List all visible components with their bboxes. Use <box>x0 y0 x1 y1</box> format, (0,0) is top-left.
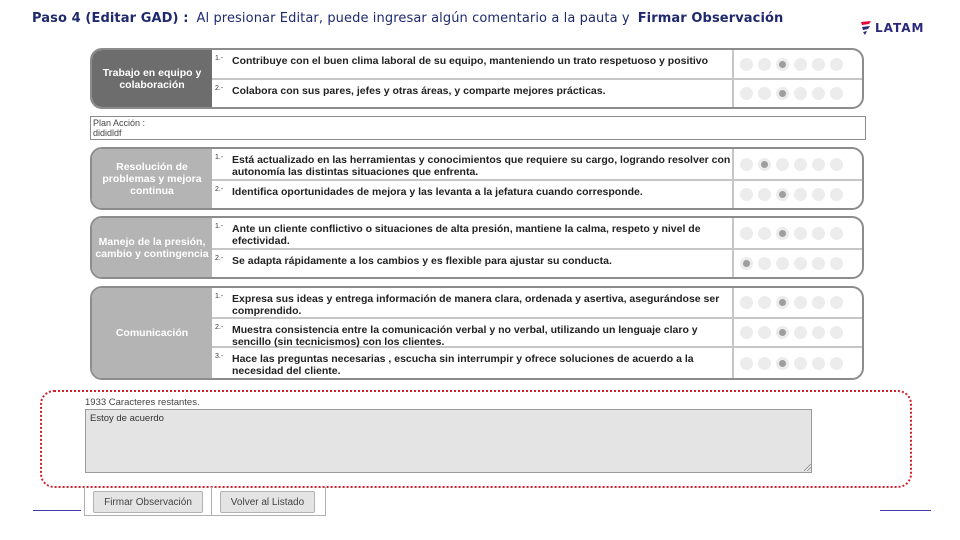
button-divider <box>211 487 212 516</box>
latam-logo-text: LATAM <box>875 21 925 35</box>
rating-radio-3[interactable] <box>776 257 789 270</box>
rating-radio-2[interactable] <box>758 87 771 100</box>
competency-group-teamwork <box>90 48 864 109</box>
rating-radio-2[interactable] <box>758 326 771 339</box>
rating-radio-3[interactable] <box>776 227 789 240</box>
rating-radio-4[interactable] <box>794 58 807 71</box>
footer-line-left <box>33 510 81 511</box>
rating-radio-3[interactable] <box>776 357 789 370</box>
rating-radio-1[interactable] <box>740 58 753 71</box>
step-instruction: Al presionar Editar, puede ingresar algún comentario a la pauta y <box>196 11 630 26</box>
criterion-row <box>212 181 862 208</box>
rating-radio-4[interactable] <box>794 227 807 240</box>
group-title: Trabajo en equipo y colaboración <box>92 50 212 107</box>
step-action: Firmar Observación <box>637 11 784 26</box>
latam-logo <box>860 19 924 37</box>
rating-radios <box>732 50 862 78</box>
rating-radio-4[interactable] <box>794 87 807 100</box>
rating-radio-6[interactable] <box>830 296 843 309</box>
rating-radio-1[interactable] <box>740 296 753 309</box>
criterion-row <box>212 348 862 378</box>
rating-radio-4[interactable] <box>794 296 807 309</box>
criterion-number: 1.- <box>215 154 224 161</box>
rating-radio-4[interactable] <box>794 158 807 171</box>
rating-radios <box>732 80 862 107</box>
rating-radio-6[interactable] <box>830 257 843 270</box>
criterion-row <box>212 149 862 181</box>
rating-radios <box>732 149 862 179</box>
criterion-number: 2.- <box>215 186 224 193</box>
criterion-text: Expresa sus ideas y entrega información de manera clara, ordenada y asertiva, asegurándose ser comprendido. <box>232 293 720 317</box>
rating-radio-5[interactable] <box>812 227 825 240</box>
rating-radio-5[interactable] <box>812 296 825 309</box>
rating-radio-1[interactable] <box>740 257 753 270</box>
rating-radio-5[interactable] <box>812 158 825 171</box>
rating-radio-4[interactable] <box>794 326 807 339</box>
criterion-number: 3.- <box>215 353 224 360</box>
comment-textarea[interactable] <box>85 409 812 473</box>
rating-radio-1[interactable] <box>740 158 753 171</box>
criterion-number: 2.- <box>215 255 224 262</box>
rating-radio-3[interactable] <box>776 158 789 171</box>
rating-radio-1[interactable] <box>740 227 753 240</box>
criterion-row <box>212 218 862 250</box>
rating-radios <box>732 288 862 317</box>
criterion-number: 1.- <box>215 223 224 230</box>
rating-radio-4[interactable] <box>794 357 807 370</box>
rating-radio-5[interactable] <box>812 257 825 270</box>
rating-radios <box>732 250 862 277</box>
sign-observation-button[interactable]: Firmar Observación <box>93 491 203 513</box>
rating-radio-3[interactable] <box>776 87 789 100</box>
criterion-text: Muestra consistencia entre la comunicación verbal y no verbal, utilizando un lenguaje claro y sencillo (sin tecnicismos) con los clientes. <box>232 324 698 348</box>
criterion-row <box>212 50 862 80</box>
rating-radio-6[interactable] <box>830 158 843 171</box>
rating-radios <box>732 348 862 378</box>
competency-group-pressure <box>90 216 864 279</box>
characters-remaining: 1933 Caracteres restantes. <box>85 397 200 408</box>
rating-radio-5[interactable] <box>812 326 825 339</box>
group-title: Comunicación <box>92 288 212 378</box>
rating-radio-5[interactable] <box>812 87 825 100</box>
rating-radio-2[interactable] <box>758 296 771 309</box>
rating-radio-2[interactable] <box>758 158 771 171</box>
group-title: Manejo de la presión, cambio y contingencia <box>92 218 212 277</box>
resize-grip-icon[interactable] <box>804 464 811 471</box>
competency-group-problem-solving <box>90 147 864 210</box>
rating-radio-6[interactable] <box>830 326 843 339</box>
footer-line-right <box>880 510 931 511</box>
rating-radios <box>732 218 862 248</box>
rating-radio-2[interactable] <box>758 188 771 201</box>
rating-radio-4[interactable] <box>794 257 807 270</box>
rating-radio-5[interactable] <box>812 58 825 71</box>
rating-radio-2[interactable] <box>758 227 771 240</box>
rating-radio-1[interactable] <box>740 357 753 370</box>
rating-radio-6[interactable] <box>830 227 843 240</box>
rating-radio-6[interactable] <box>830 58 843 71</box>
step-title: Paso 4 (Editar GAD) : <box>32 11 189 26</box>
slide-header <box>32 11 783 26</box>
criterion-number: 2.- <box>215 324 224 331</box>
criterion-text: Contribuye con el buen clima laboral de su equipo, manteniendo un trato respetuoso y positivo <box>232 55 709 67</box>
criterion-row <box>212 319 862 348</box>
criterion-row <box>212 288 862 319</box>
rating-radio-3[interactable] <box>776 188 789 201</box>
group-title: Resolución de problemas y mejora continua <box>92 149 212 208</box>
rating-radio-2[interactable] <box>758 357 771 370</box>
criterion-text: Se adapta rápidamente a los cambios y es flexible para ajustar su conducta. <box>232 255 612 267</box>
rating-radios <box>732 319 862 346</box>
latam-bird-icon <box>860 20 872 36</box>
criterion-text: Está actualizado en las herramientas y conocimientos que requiere su cargo, logrando resolver con autonomía las distintas situaciones que enfrenta. <box>232 154 731 178</box>
rating-radio-2[interactable] <box>758 257 771 270</box>
action-plan-box <box>90 116 866 140</box>
criterion-number: 1.- <box>215 55 224 62</box>
rating-radio-3[interactable] <box>776 296 789 309</box>
competency-group-communication <box>90 286 864 380</box>
rating-radio-4[interactable] <box>794 188 807 201</box>
rating-radio-1[interactable] <box>740 326 753 339</box>
criterion-number: 2.- <box>215 85 224 92</box>
rating-radio-1[interactable] <box>740 188 753 201</box>
criterion-text: Ante un cliente conflictivo o situaciones de alta presión, mantiene la calma, respeto y nivel de efectividad. <box>232 223 701 247</box>
rating-radio-2[interactable] <box>758 58 771 71</box>
criterion-text: Hace las preguntas necesarias , escucha sin interrumpir y ofrece soluciones de acuerdo a la necesidad del cliente. <box>232 353 694 377</box>
rating-radio-6[interactable] <box>830 357 843 370</box>
rating-radio-6[interactable] <box>830 188 843 201</box>
rating-radio-3[interactable] <box>776 58 789 71</box>
rating-radio-6[interactable] <box>830 87 843 100</box>
action-plan-label: Plan Acción : <box>93 118 146 128</box>
action-plan-value: dididldf <box>93 128 122 138</box>
rating-radio-1[interactable] <box>740 87 753 100</box>
criterion-text: Identifica oportunidades de mejora y las levanta a la jefatura cuando corresponde. <box>232 186 643 198</box>
criterion-row <box>212 80 862 107</box>
criterion-number: 1.- <box>215 293 224 300</box>
rating-radio-3[interactable] <box>776 326 789 339</box>
rating-radio-5[interactable] <box>812 188 825 201</box>
criterion-row <box>212 250 862 277</box>
rating-radios <box>732 181 862 208</box>
back-to-list-button[interactable]: Volver al Listado <box>220 491 315 513</box>
criterion-text: Colabora con sus pares, jefes y otras áreas, y comparte mejores prácticas. <box>232 85 606 97</box>
rating-radio-5[interactable] <box>812 357 825 370</box>
